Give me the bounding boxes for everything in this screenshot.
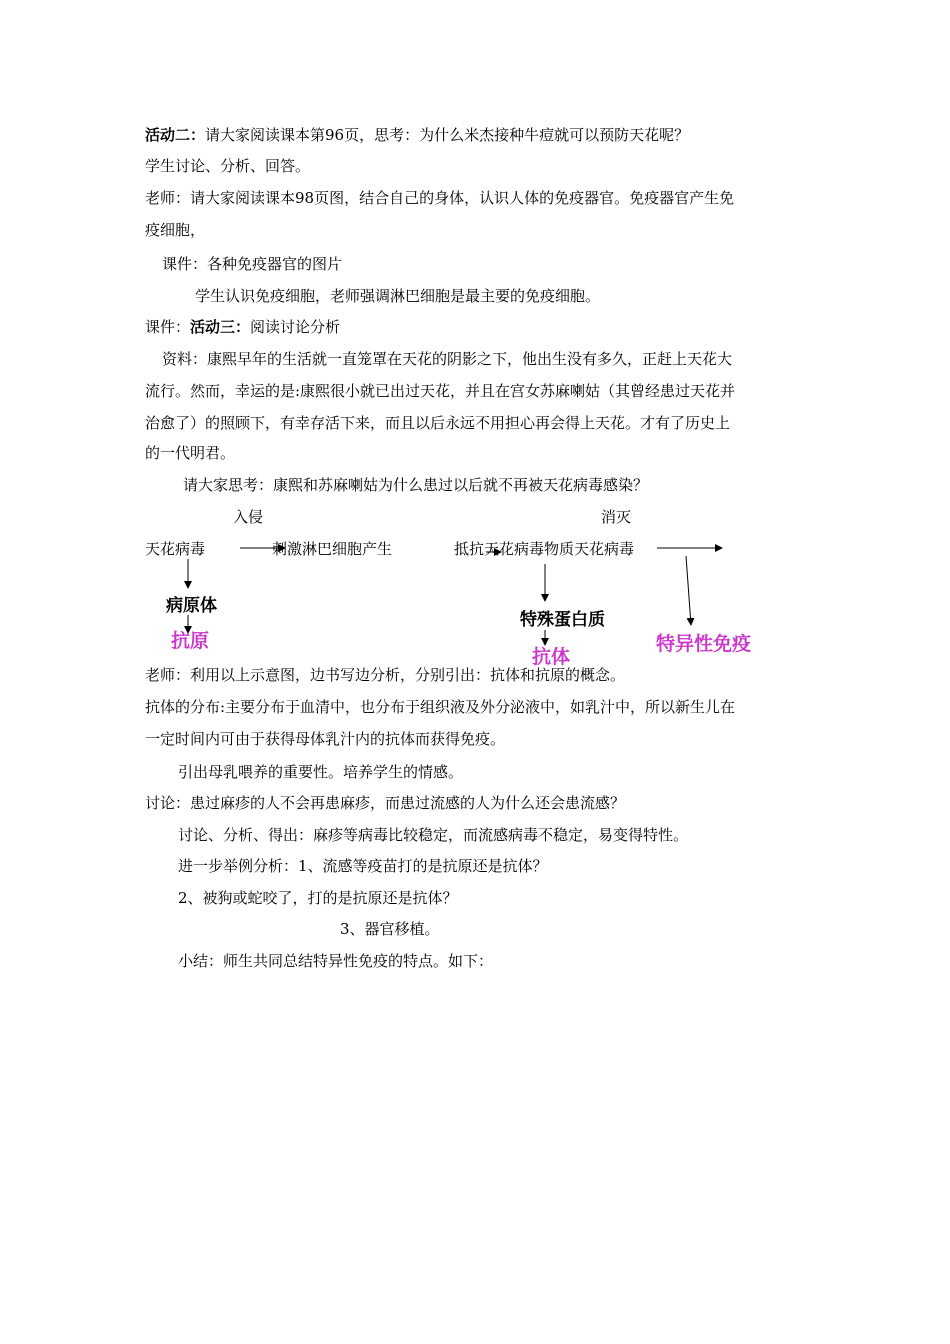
paragraph-line: 学生讨论、分析、回答。 xyxy=(145,157,311,175)
paragraph-line: 进一步举例分析：1、流感等疫苗打的是抗原还是抗体？ xyxy=(178,857,548,875)
label-stimulate: 刺激淋巴细胞产生 xyxy=(272,540,393,558)
paragraph-line: 2、被狗或蛇咬了，打的是抗原还是抗体？ xyxy=(178,889,458,907)
paragraph-line: 抗体的分布:主要分布于血清中，也分布于组织液及外分泌液中，如乳汁中，所以新生儿在 xyxy=(145,698,736,716)
paragraph-line: 的一代明君。 xyxy=(145,444,236,462)
label-antibody: 抗体 xyxy=(532,646,571,668)
paragraph-line: 疫细胞， xyxy=(145,221,206,239)
label-pathogen: 病原体 xyxy=(166,596,217,616)
label-resist: 抵抗天花病毒物质天花病毒 xyxy=(454,540,635,558)
label-eliminate: 消灭 xyxy=(601,508,632,526)
courseware-prefix: 课件： xyxy=(145,318,191,336)
paragraph-line: 引出母乳喂养的重要性。培养学生的情感。 xyxy=(178,763,464,781)
label-virus: 天花病毒 xyxy=(145,540,206,558)
paragraph-line: 治愈了）的照顾下，有幸存活下来，而且以后永远不用担心再会得上天花。才有了历史上 xyxy=(145,414,731,432)
label-antigen: 抗原 xyxy=(171,630,210,652)
paragraph-line: 讨论：患过麻疹的人不会再患麻疹，而患过流感的人为什么还会患流感？ xyxy=(145,794,626,812)
paragraph-line: 老师：利用以上示意图，边书写边分析，分别引出：抗体和抗原的概念。 xyxy=(145,666,626,684)
activity-two-text: 请大家阅读课本第96页，思考：为什么米杰接种牛痘就可以预防天花呢？ xyxy=(205,126,690,144)
paragraph-line: 学生认识免疫细胞，老师强调淋巴细胞是最主要的免疫细胞。 xyxy=(195,287,601,305)
activity-two-heading: 活动二： xyxy=(145,126,206,144)
activity-three-heading: 活动三： xyxy=(190,318,251,336)
paragraph-line: 资料：康熙早年的生活就一直笼罩在天花的阴影之下，他出生没有多久，正赶上天花大 xyxy=(162,350,733,368)
paragraph-line: 老师：请大家阅读课本98页图，结合自己的身体，认识人体的免疫器官。免疫器官产生免 xyxy=(145,189,735,207)
paragraph-line: 请大家思考：康熙和苏麻喇姑为什么患过以后就不再被天花病毒感染？ xyxy=(183,476,649,494)
label-invade: 入侵 xyxy=(233,508,264,526)
paragraph-line: 小结：师生共同总结特异性免疫的特点。如下： xyxy=(178,952,494,970)
activity-three-text: 阅读讨论分析 xyxy=(250,318,341,336)
label-specific-immunity: 特异性免疫 xyxy=(656,633,752,655)
paragraph-line: 课件：各种免疫器官的图片 xyxy=(162,255,343,273)
paragraph-line: 流行。然而，幸运的是:康熙很小就已出过天花，并且在宫女苏麻喇姑（其曾经患过天花并 xyxy=(145,382,736,400)
paragraph-line: 讨论、分析、得出：麻疹等病毒比较稳定，而流感病毒不稳定，易变得特性。 xyxy=(178,826,689,844)
paragraph-line: 一定时间内可由于获得母体乳汁内的抗体而获得免疫。 xyxy=(145,730,506,748)
paragraph-line: 3、器官移植。 xyxy=(340,920,440,938)
label-special-protein: 特殊蛋白质 xyxy=(520,610,605,630)
arrow-to-specific-immunity xyxy=(686,556,691,625)
